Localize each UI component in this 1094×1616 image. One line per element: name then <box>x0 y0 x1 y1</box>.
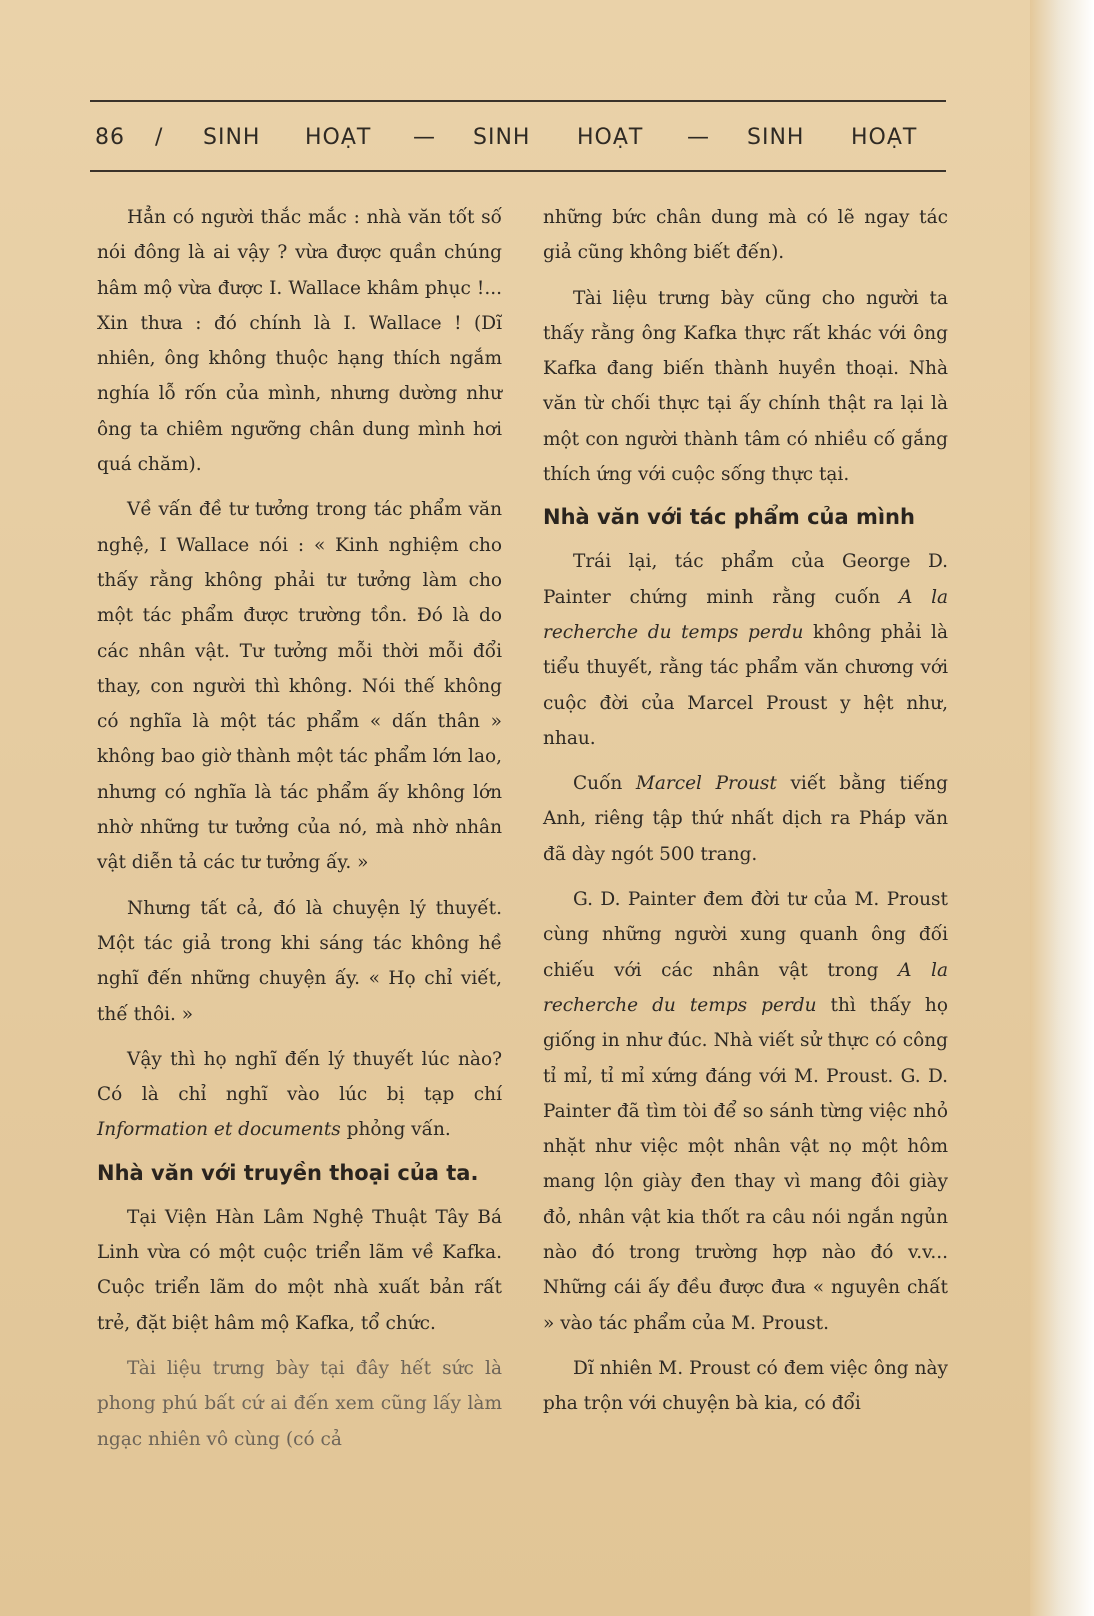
header-word: HOẠT <box>305 125 372 150</box>
header-rule-bottom <box>90 170 946 172</box>
magazine-title: Information et documents <box>97 1119 341 1141</box>
paragraph: Tài liệu trưng bày tại đây hết sức là phong phú bất cứ ai đến xem cũng lấy làm ngạc nhiên vô cùng (có cả <box>97 1357 502 1450</box>
section-heading: Nhà văn với tác phẩm của mình <box>543 505 915 530</box>
header-word: HOẠT <box>851 125 918 150</box>
book-title: A la recherche du temps perdu <box>543 959 948 1016</box>
paragraph: G. D. Painter đem đời tư của M. Proust cùng những người xung quanh ông đối chiếu với các nhân vật trong A la recherche du temps perdu thì thấy họ giống in như đúc. Nhà viết sử thực có công tỉ mỉ, tỉ mỉ xứng đáng với M. Proust. G. D. Painter đã tìm tòi để so sánh từng việc nhỏ nhặt như việc một nhân vật nọ một hôm mang lộn giày đen thay vì mang đôi giày đỏ, nhân vật kia thốt ra câu nói ngắn ngủn nào đó trong trường hợp nào đó v.v... Những cái ấy đều được đưa « nguyên chất » vào tác phẩm của M. Proust. <box>543 889 948 1334</box>
paragraph: Vậy thì họ nghĩ đến lý thuyết lúc nào? Có là chỉ nghĩ vào lúc bị tạp chí Information et documents phỏng vấn. <box>97 1048 502 1141</box>
section-heading: Nhà văn với truyền thoại của ta. <box>97 1160 479 1185</box>
header-dash: — <box>687 125 710 150</box>
header-separator: / <box>155 125 164 150</box>
header-word: HOẠT <box>577 125 644 150</box>
header-dash: — <box>413 125 436 150</box>
paragraph: Dĩ nhiên M. Proust có đem việc ông này pha trộn với chuyện bà kia, có đổi <box>543 1357 948 1415</box>
header-rule-top <box>90 100 946 102</box>
book-title: A la recherche du temps perdu <box>543 586 949 643</box>
paragraph: những bức chân dung mà có lẽ ngay tác giả cũng không biết đến). <box>543 207 948 264</box>
paragraph: Tài liệu trưng bày cũng cho người ta thấy rằng ông Kafka thực rất khác với ông Kafka đang biến thành huyền thoại. Nhà văn từ chối thực tại ấy chính thật ra lại là một con người thành tâm có nhiều cố gắng thích ứng với cuộc sống thực tại. <box>543 287 948 486</box>
paragraph: Nhưng tất cả, đó là chuyện lý thuyết. Một tác giả trong khi sáng tác không hề nghĩ đến những chuyện ấy. « Họ chỉ viết, thế thôi. » <box>97 897 502 1025</box>
right-column <box>543 200 948 1432</box>
paragraph: Hẳn có người thắc mắc : nhà văn tốt số nói đông là ai vậy ? vừa được quần chúng hâm mộ vừa được I. Wallace khâm phục !... Xin thưa : đó chính là I. Wallace ! (Dĩ nhiên, ông không thuộc hạng thích ngắm nghía lỗ rốn của mình, nhưng dường như ông ta chiêm ngưỡng chân dung mình hơi quá chăm). <box>97 207 502 476</box>
header-word: SINH <box>747 125 805 150</box>
header-word: SINH <box>203 125 261 150</box>
paragraph: Cuốn Marcel Proust viết bằng tiếng Anh, riêng tập thứ nhất dịch ra Pháp văn đã dày ngót 500 trang. <box>543 773 948 865</box>
book-title: Marcel Proust <box>635 773 777 795</box>
running-head <box>95 125 945 165</box>
header-word: SINH <box>473 125 531 150</box>
page-number: 86 <box>95 125 125 150</box>
torn-page-edge <box>1030 0 1094 1616</box>
paragraph: Trái lại, tác phẩm của George D. Painter chứng minh rằng cuốn A la recherche du temps perdu không phải là tiểu thuyết, rằng tác phẩm văn chương với cuộc đời của Marcel Proust y hệt như, nhau. <box>543 551 949 749</box>
left-column <box>97 200 502 1467</box>
paragraph: Về vấn đề tư tưởng trong tác phẩm văn nghệ, I Wallace nói : « Kinh nghiệm cho thấy rằng không phải tư tưởng làm cho một tác phẩm được trường tồn. Đó là do các nhân vật. Tư tưởng mỗi thời mỗi đổi thay, con người thì không. Nói thế không có nghĩa là một tác phẩm « dấn thân » không bao giờ thành một tác phẩm lớn lao, nhưng có nghĩa là tác phẩm ấy không lớn nhờ những tư tưởng của nó, mà nhờ nhân vật diễn tả các tư tưởng ấy. » <box>97 499 502 874</box>
paragraph: Tại Viện Hàn Lâm Nghệ Thuật Tây Bá Linh vừa có một cuộc triển lãm về Kafka. Cuộc triển lãm do một nhà xuất bản rất trẻ, đặt biệt hâm mộ Kafka, tổ chức. <box>97 1206 502 1334</box>
